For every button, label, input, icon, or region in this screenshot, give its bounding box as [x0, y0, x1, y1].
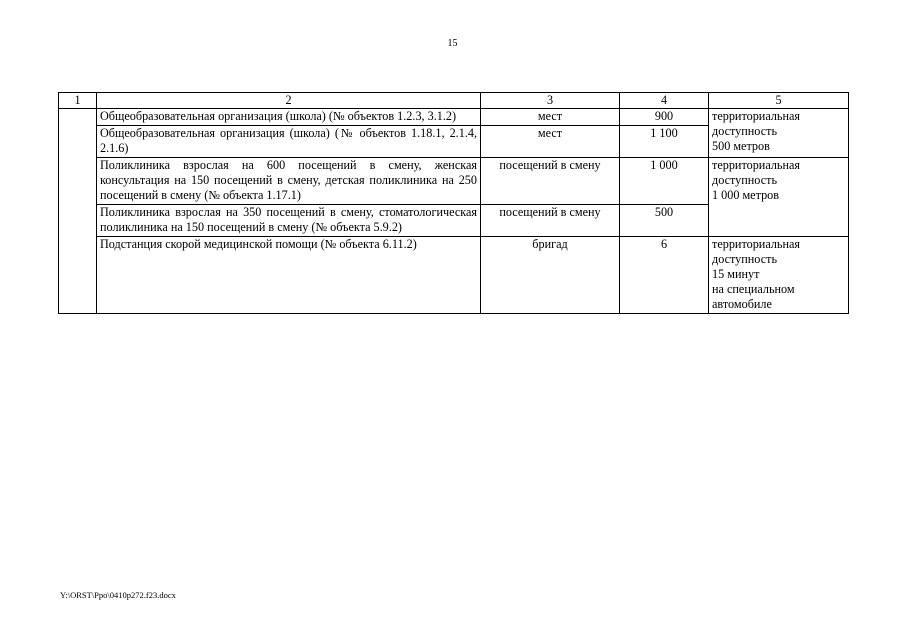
object-name-cell: Поликлиника взрослая на 350 посещений в смену, стоматологическая поликлиника на 150 посещений в смену (№ объекта 5.9.2) — [97, 205, 481, 237]
index-cell-empty — [59, 109, 97, 314]
unit-cell: мест — [481, 126, 620, 158]
value-cell: 1 100 — [620, 126, 709, 158]
object-name-cell: Общеобразовательная организация (школа) (№ объектов 1.18.1, 2.1.4, 2.1.6) — [97, 126, 481, 158]
unit-cell: посещений в смену — [481, 205, 620, 237]
accessibility-cell-ambulance — [709, 237, 849, 314]
accessibility-cell-schools — [709, 109, 849, 158]
header-cell-1: 1 — [59, 93, 97, 109]
table-row — [59, 109, 849, 126]
accessibility-line: 15 минут — [712, 267, 760, 281]
accessibility-line: доступность — [712, 173, 778, 187]
accessibility-line: доступность — [712, 252, 778, 266]
accessibility-line: на специальном — [712, 282, 795, 296]
object-name-cell: Поликлиника взрослая на 600 посещений в смену, женская консультация на 150 посещений в смену, детская поликлиника на 250 посещений в смену (№ объекта 1.17.1) — [97, 158, 481, 205]
value-cell: 900 — [620, 109, 709, 126]
header-cell-5: 5 — [709, 93, 849, 109]
value-cell: 500 — [620, 205, 709, 237]
header-cell-4: 4 — [620, 93, 709, 109]
requirements-table — [58, 92, 849, 314]
accessibility-line: территориальная — [712, 109, 801, 123]
accessibility-line: доступность — [712, 124, 778, 138]
accessibility-line: 1 000 метров — [712, 188, 780, 202]
object-name-cell: Общеобразовательная организация (школа) (№ объектов 1.2.3, 3.1.2) — [97, 109, 481, 126]
object-name-cell: Подстанция скорой медицинской помощи (№ объекта 6.11.2) — [97, 237, 481, 314]
page-number: 15 — [447, 38, 458, 49]
value-cell: 6 — [620, 237, 709, 314]
header-cell-3: 3 — [481, 93, 620, 109]
header-cell-2: 2 — [97, 93, 481, 109]
value-cell: 1 000 — [620, 158, 709, 205]
unit-cell: посещений в смену — [481, 158, 620, 205]
table-row — [59, 158, 849, 205]
footer-file-path: Y:\ORST\Ppo\0410p272.f23.docx — [60, 590, 176, 600]
accessibility-line: 500 метров — [712, 139, 770, 153]
accessibility-line: автомобиле — [712, 297, 772, 311]
accessibility-line: территориальная — [712, 158, 801, 172]
table-row — [59, 237, 849, 314]
unit-cell: мест — [481, 109, 620, 126]
accessibility-line: территориальная — [712, 237, 801, 251]
unit-cell: бригад — [481, 237, 620, 314]
accessibility-cell-clinics — [709, 158, 849, 237]
table-header-row — [59, 93, 849, 109]
